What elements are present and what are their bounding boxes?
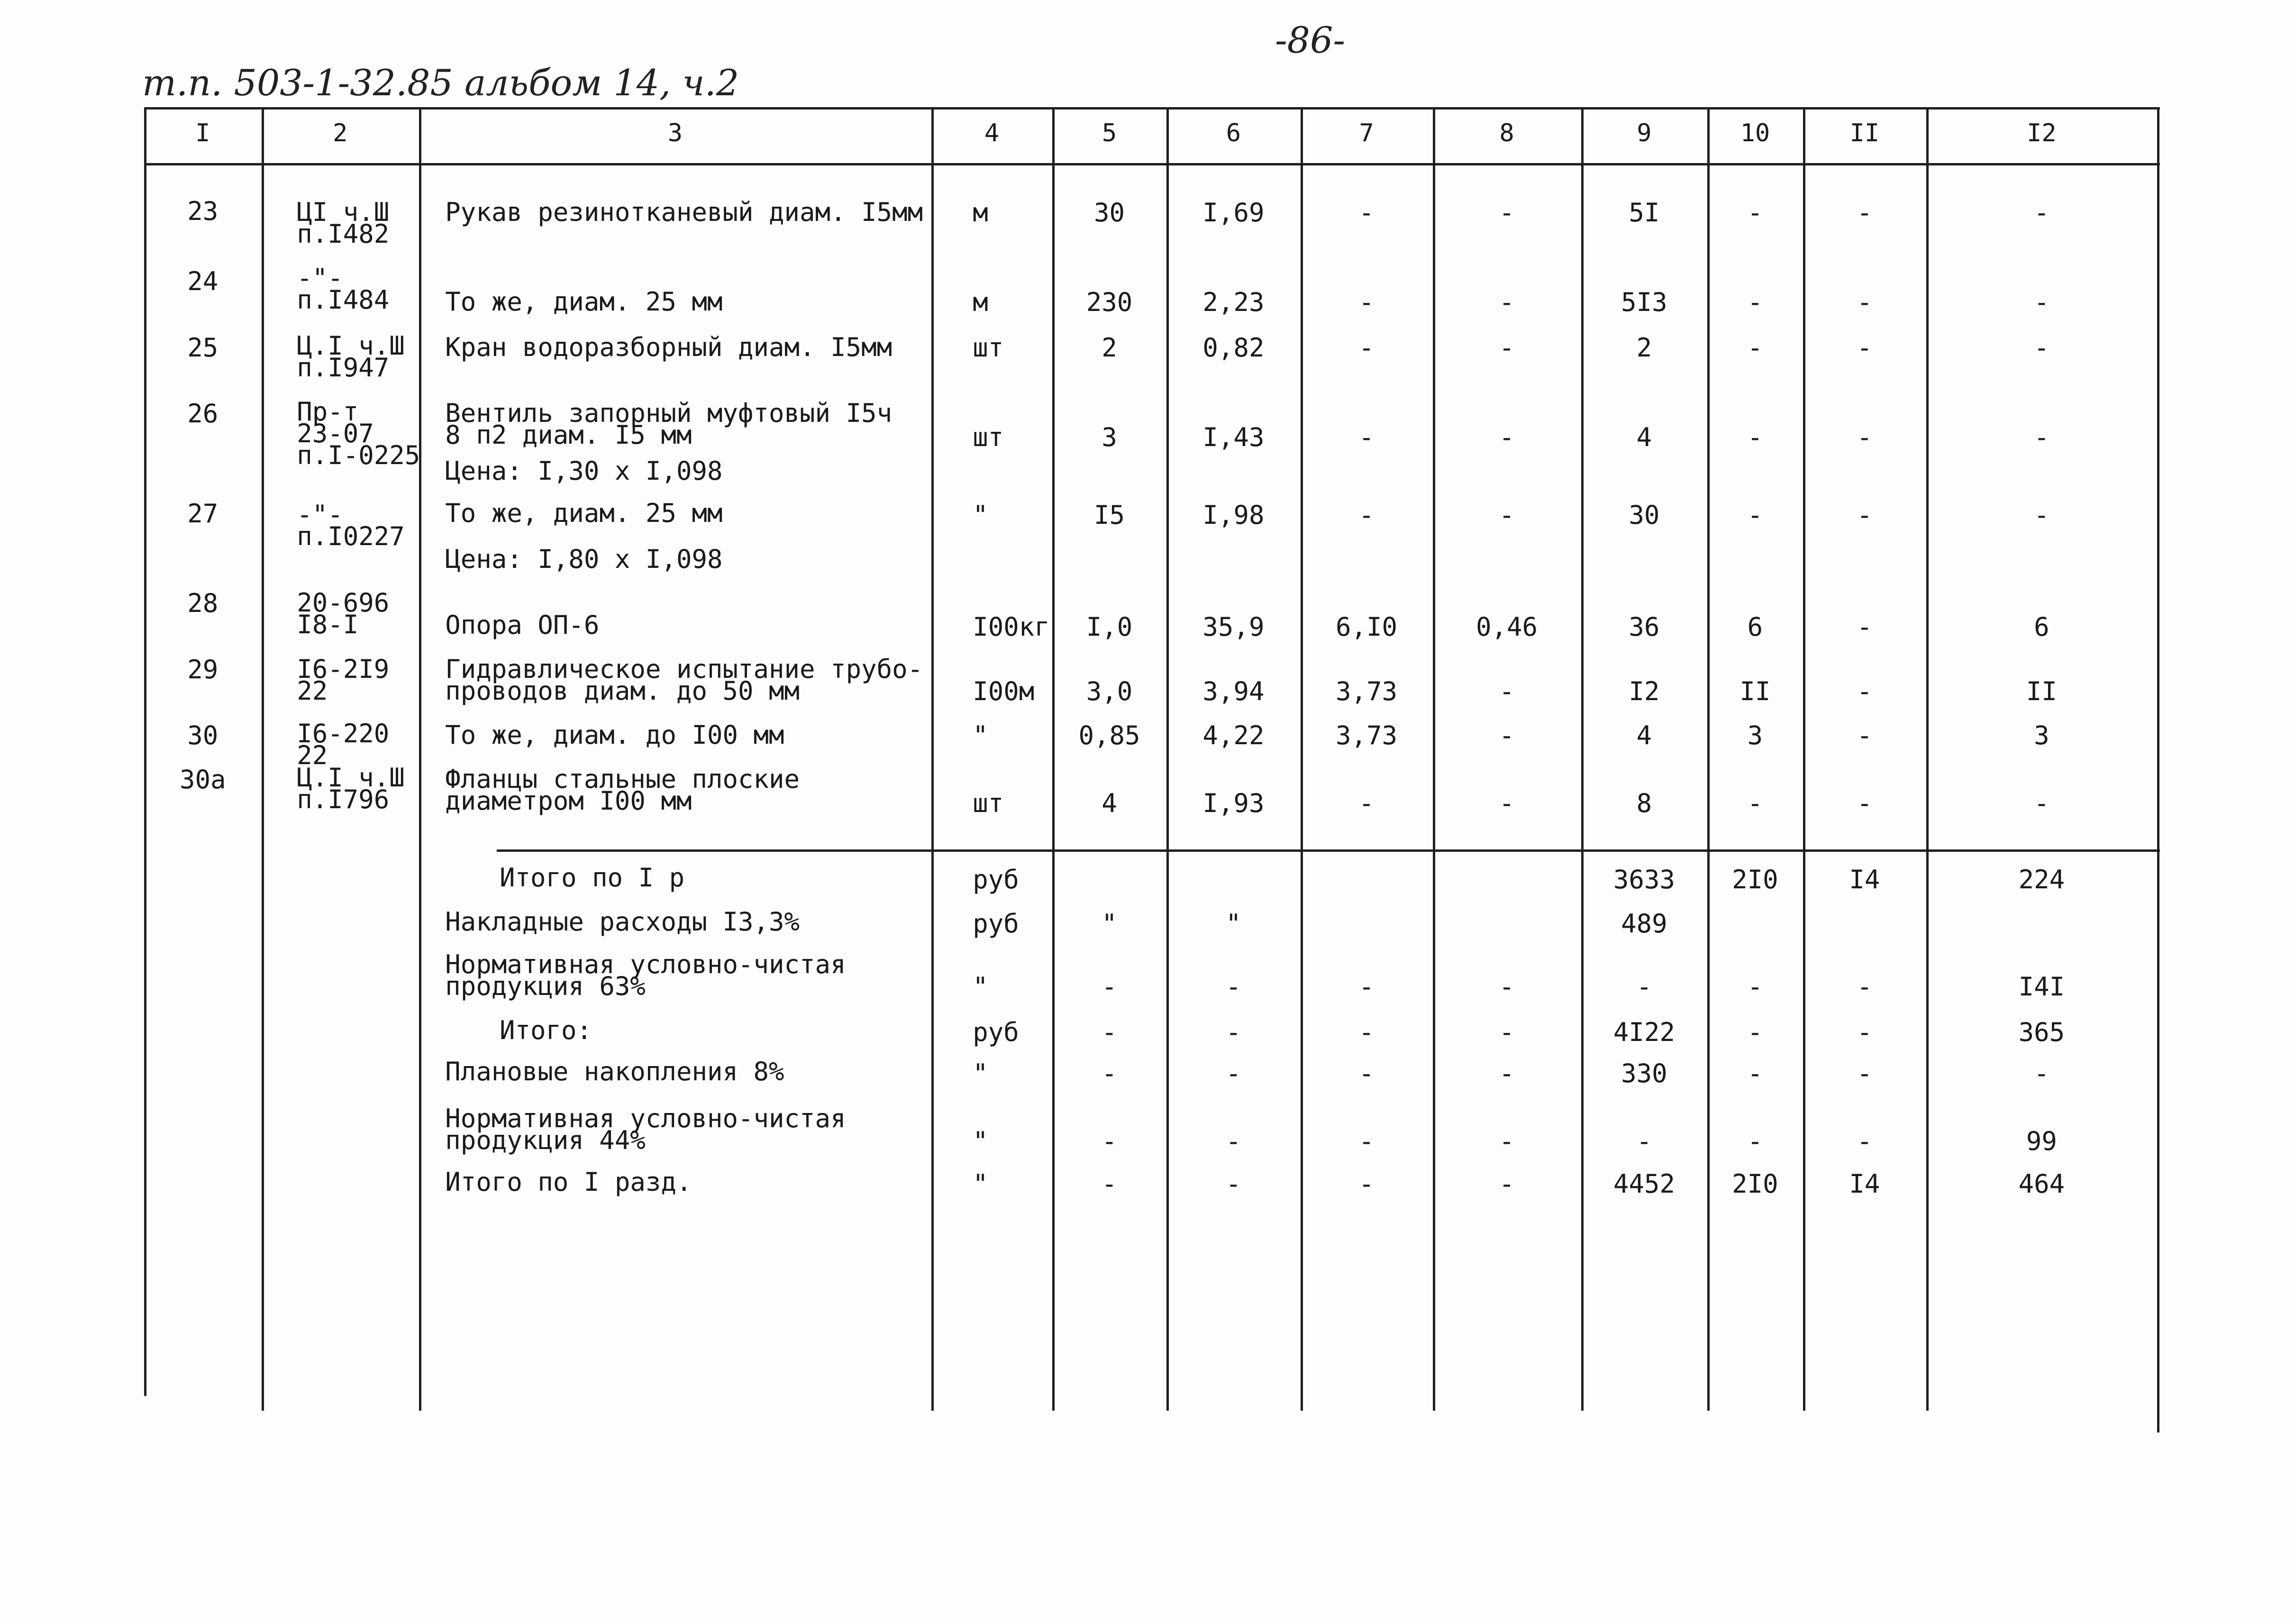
totals-cell-col-8: -: [1499, 1168, 1515, 1199]
resource-code: I6-2I9 22: [297, 654, 390, 706]
cell-col-11: -: [1857, 332, 1873, 363]
cell-col-7: 3,73: [1335, 721, 1398, 751]
totals-cell-col-11: -: [1857, 1126, 1873, 1156]
column-number-6: 6: [1226, 119, 1241, 148]
totals-unit: ": [973, 1058, 988, 1089]
cell-col-8: -: [1499, 422, 1515, 452]
totals-cell-col-8: -: [1499, 972, 1515, 1002]
totals-cell-col-10: 2I0: [1732, 865, 1778, 894]
totals-cell-col-8: -: [1499, 1126, 1515, 1156]
cell-col-9: 30: [1629, 500, 1660, 530]
cell-col-7: -: [1358, 500, 1375, 530]
row-number: 28: [187, 588, 219, 619]
row-number: 30: [187, 721, 219, 751]
cell-col-7: -: [1358, 422, 1375, 452]
cell-col-12: -: [2034, 422, 2049, 452]
cell-col-11: -: [1857, 676, 1873, 707]
totals-cell-col-12: 365: [2018, 1017, 2065, 1048]
cell-col-5: 0,85: [1078, 721, 1140, 751]
totals-cell-col-6: -: [1226, 1126, 1241, 1156]
totals-cell-col-5: -: [1102, 1126, 1117, 1156]
totals-cell-col-9: 3633: [1613, 865, 1675, 894]
column-number-11: II: [1849, 119, 1880, 148]
item-name: Гидравлическое испытание трубо- проводов диам. до 50 мм: [445, 654, 923, 706]
totals-cell-col-10: 2I0: [1732, 1168, 1778, 1199]
cell-col-6: 0,82: [1202, 332, 1265, 363]
unit: ": [973, 500, 988, 530]
cell-col-6: 2,23: [1202, 287, 1265, 317]
totals-separator: [497, 849, 2160, 852]
totals-cell-col-11: I4: [1849, 865, 1880, 894]
resource-code: -"- п.I0227: [297, 500, 405, 552]
item-name: То же, диам. 25 мм: [445, 498, 723, 529]
cell-col-12: -: [2034, 197, 2049, 228]
cell-col-5: 2: [1102, 332, 1117, 363]
cell-col-5: 4: [1102, 788, 1117, 818]
cell-col-8: -: [1499, 721, 1515, 751]
column-line-11: [1926, 107, 1929, 1411]
totals-label: Плановые накопления 8%: [445, 1057, 784, 1087]
totals-cell-col-7: -: [1358, 1058, 1375, 1089]
totals-cell-col-11: -: [1857, 972, 1873, 1002]
totals-cell-col-12: 99: [2026, 1126, 2057, 1156]
cell-col-11: -: [1857, 422, 1873, 452]
totals-cell-col-5: -: [1102, 1058, 1117, 1089]
cell-col-11: -: [1857, 721, 1873, 751]
column-number-10: 10: [1740, 119, 1770, 148]
resource-code: Ц.I ч.Ш п.I796: [297, 763, 405, 815]
cell-col-8: 0,46: [1476, 611, 1538, 642]
cell-col-12: II: [2026, 676, 2057, 707]
resource-code: ЦI ч.Ш п.I482: [297, 197, 390, 249]
totals-unit: ": [973, 1126, 988, 1156]
column-line-5: [1166, 107, 1169, 1411]
cell-col-12: -: [2034, 788, 2049, 818]
totals-label: Нормативная условно-чистая продукция 63%: [445, 949, 846, 1001]
row-number: 25: [187, 332, 219, 363]
totals-unit: ": [973, 972, 988, 1002]
unit: I00кг: [973, 611, 1050, 642]
cell-col-8: -: [1499, 788, 1515, 818]
cell-col-12: 6: [2034, 611, 2049, 642]
totals-cell-col-6: -: [1226, 1058, 1241, 1089]
price-note: Цена: I,80 x I,098: [445, 544, 723, 575]
cell-col-11: -: [1857, 611, 1873, 642]
totals-cell-col-9: 489: [1621, 909, 1667, 939]
cell-col-7: -: [1358, 287, 1375, 317]
cell-col-6: I,69: [1202, 197, 1265, 228]
cell-col-5: I,0: [1086, 611, 1133, 642]
cell-col-11: -: [1857, 500, 1873, 530]
unit: шт: [973, 332, 1004, 363]
item-name: То же, диам. 25 мм: [445, 286, 723, 317]
totals-cell-col-12: 464: [2018, 1168, 2065, 1199]
totals-label: Итого:: [500, 1015, 592, 1046]
totals-cell-col-6: -: [1226, 1168, 1241, 1199]
totals-cell-col-8: -: [1499, 1058, 1515, 1089]
cell-col-7: 6,I0: [1335, 611, 1398, 642]
column-line-8: [1581, 107, 1584, 1411]
totals-cell-col-5: ": [1102, 909, 1117, 939]
cell-col-10: -: [1747, 422, 1763, 452]
cell-col-5: I5: [1093, 500, 1125, 530]
cell-col-5: 30: [1093, 197, 1125, 228]
cell-col-10: -: [1747, 500, 1763, 530]
column-line-12: [2157, 107, 2159, 1432]
row-number: 23: [187, 196, 219, 226]
totals-cell-col-9: 4I22: [1613, 1017, 1675, 1048]
item-name: Рукав резинотканевый диам. I5мм: [445, 197, 923, 227]
column-line-6: [1301, 107, 1303, 1411]
item-name: Кран водоразборный диам. I5мм: [445, 332, 892, 362]
totals-cell-col-7: -: [1358, 1126, 1375, 1156]
cell-col-8: -: [1499, 197, 1515, 228]
totals-cell-col-7: -: [1358, 1168, 1375, 1199]
cell-col-6: 35,9: [1202, 611, 1265, 642]
resource-code: Пр-т 23-07 п.I-0225: [297, 397, 420, 471]
totals-label: Нормативная условно-чистая продукция 44%: [445, 1104, 846, 1156]
row-number: 30а: [180, 765, 226, 795]
item-name: То же, диам. до I00 мм: [445, 720, 784, 750]
cell-col-7: 3,73: [1335, 676, 1398, 707]
cell-col-8: -: [1499, 332, 1515, 363]
row-number: 27: [187, 499, 219, 529]
table-top-line: [144, 107, 2160, 109]
cell-col-9: 8: [1636, 788, 1652, 818]
cell-col-10: 3: [1747, 721, 1763, 751]
column-number-7: 7: [1359, 119, 1374, 148]
page-number: -86-: [1275, 19, 1346, 61]
column-number-5: 5: [1102, 119, 1117, 148]
cell-col-9: 5I3: [1621, 287, 1667, 317]
cell-col-12: -: [2034, 500, 2049, 530]
cell-col-9: 36: [1629, 611, 1660, 642]
column-number-8: 8: [1499, 119, 1514, 148]
column-line-2: [419, 107, 421, 1411]
item-name: Вентиль запорный муфтовый I5ч 8 п2 диам. I5 мм: [445, 398, 892, 450]
header-bottom-line: [144, 163, 2160, 165]
totals-cell-col-9: 4452: [1613, 1168, 1675, 1199]
cell-col-8: -: [1499, 500, 1515, 530]
totals-cell-col-9: -: [1636, 972, 1652, 1002]
totals-cell-col-10: -: [1747, 1058, 1763, 1089]
column-line-3: [931, 107, 934, 1411]
column-line-7: [1433, 107, 1435, 1411]
resource-code: 20-696 I8-I: [297, 588, 390, 640]
totals-unit: руб: [973, 1017, 1019, 1048]
totals-cell-col-9: -: [1636, 1126, 1652, 1156]
cell-col-9: 4: [1636, 721, 1652, 751]
totals-cell-col-5: -: [1102, 1168, 1117, 1199]
totals-cell-col-6: ": [1226, 909, 1241, 939]
totals-cell-col-9: 330: [1621, 1058, 1667, 1089]
totals-label: Накладные расходы I3,3%: [445, 907, 800, 937]
unit: I00м: [973, 676, 1035, 707]
cell-col-10: II: [1739, 676, 1771, 707]
row-number: 26: [187, 399, 219, 429]
cell-col-9: I2: [1629, 676, 1660, 707]
column-number-4: 4: [984, 119, 1000, 148]
totals-cell-col-7: -: [1358, 1017, 1375, 1048]
cell-col-11: -: [1857, 788, 1873, 818]
resource-code: -"- п.I484: [297, 263, 390, 315]
totals-cell-col-10: -: [1747, 1126, 1763, 1156]
totals-cell-col-10: -: [1747, 972, 1763, 1002]
cell-col-9: 5I: [1629, 197, 1660, 228]
totals-cell-col-7: -: [1358, 972, 1375, 1002]
totals-cell-col-12: 224: [2018, 865, 2065, 894]
column-number-12: I2: [2027, 119, 2057, 148]
column-line-9: [1707, 107, 1710, 1411]
cell-col-11: -: [1857, 197, 1873, 228]
totals-unit: руб: [973, 909, 1019, 939]
cell-col-8: -: [1499, 287, 1515, 317]
cell-col-12: 3: [2034, 721, 2049, 751]
cell-col-6: 3,94: [1202, 676, 1265, 707]
column-line-10: [1803, 107, 1805, 1411]
price-note: Цена: I,30 x I,098: [445, 456, 723, 486]
column-line-4: [1052, 107, 1055, 1411]
totals-cell-col-6: -: [1226, 1017, 1241, 1048]
column-number-1: I: [195, 119, 210, 148]
cell-col-11: -: [1857, 287, 1873, 317]
totals-cell-col-8: -: [1499, 1017, 1515, 1048]
totals-cell-col-12: I4I: [2018, 972, 2065, 1002]
document-code: т.п. 503-1-32.85 альбом 14, ч.2: [142, 62, 739, 104]
cell-col-10: 6: [1747, 611, 1763, 642]
resource-code: I6-220 22: [297, 719, 390, 771]
cell-col-5: 3: [1102, 422, 1117, 452]
cell-col-7: -: [1358, 197, 1375, 228]
cell-col-12: -: [2034, 332, 2049, 363]
unit: шт: [973, 422, 1004, 452]
unit: м: [973, 287, 988, 317]
unit: шт: [973, 788, 1004, 818]
cell-col-6: I,43: [1202, 422, 1265, 452]
totals-label: Итого по I разд.: [445, 1167, 692, 1197]
cell-col-7: -: [1358, 788, 1375, 818]
cell-col-9: 4: [1636, 422, 1652, 452]
totals-cell-col-6: -: [1226, 972, 1241, 1002]
cell-col-8: -: [1499, 676, 1515, 707]
cell-col-12: -: [2034, 287, 2049, 317]
totals-cell-col-5: -: [1102, 1017, 1117, 1048]
cell-col-5: 230: [1086, 287, 1133, 317]
column-number-2: 2: [332, 119, 348, 148]
cell-col-6: I,98: [1202, 500, 1265, 530]
row-number: 24: [187, 266, 219, 297]
item-name: Фланцы стальные плоские диаметром I00 мм: [445, 764, 800, 816]
totals-cell-col-11: I4: [1849, 1168, 1880, 1199]
cell-col-10: -: [1747, 287, 1763, 317]
cell-col-5: 3,0: [1086, 676, 1133, 707]
item-name: Опора ОП-6: [445, 610, 600, 640]
totals-label: Итого по I р: [500, 863, 685, 893]
cell-col-7: -: [1358, 332, 1375, 363]
cell-col-9: 2: [1636, 332, 1652, 363]
totals-cell-col-11: -: [1857, 1017, 1873, 1048]
unit: ": [973, 721, 988, 751]
totals-cell-col-5: -: [1102, 972, 1117, 1002]
cell-col-6: 4,22: [1202, 721, 1265, 751]
column-number-9: 9: [1637, 119, 1652, 148]
column-line-1: [262, 107, 264, 1411]
totals-unit: руб: [973, 865, 1019, 894]
row-number: 29: [187, 654, 219, 684]
totals-unit: ": [973, 1168, 988, 1199]
totals-cell-col-11: -: [1857, 1058, 1873, 1089]
cell-col-10: -: [1747, 332, 1763, 363]
totals-cell-col-12: -: [2034, 1058, 2049, 1089]
column-line-0: [144, 107, 146, 1396]
cell-col-10: -: [1747, 197, 1763, 228]
totals-cell-col-10: -: [1747, 1017, 1763, 1048]
column-number-3: 3: [667, 119, 683, 148]
cell-col-10: -: [1747, 788, 1763, 818]
resource-code: Ц.I ч.Ш п.I947: [297, 330, 405, 383]
unit: м: [973, 197, 988, 228]
cell-col-6: I,93: [1202, 788, 1265, 818]
